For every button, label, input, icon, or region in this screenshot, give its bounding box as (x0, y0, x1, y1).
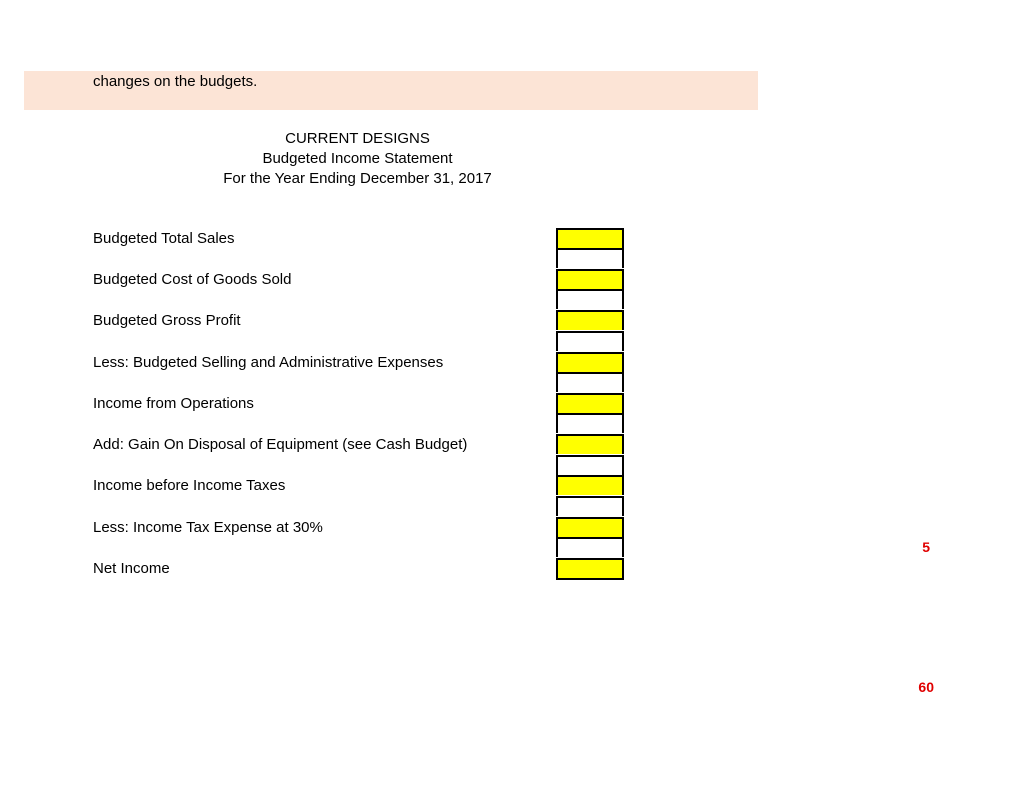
company-name: CURRENT DESIGNS (285, 130, 430, 147)
statement-title: Budgeted Income Statement (262, 150, 453, 167)
input-income-before-taxes[interactable] (556, 475, 624, 495)
spacer-cell (556, 413, 624, 433)
instruction-banner (24, 71, 758, 110)
spacer-cell (556, 496, 624, 516)
spacer-cell (556, 537, 624, 557)
label-income-before-taxes: Income before Income Taxes (93, 477, 286, 494)
spacer-cell (556, 248, 624, 268)
input-selling-admin-expenses[interactable] (556, 352, 624, 372)
spacer-cell (556, 289, 624, 309)
label-income-tax-expense: Less: Income Tax Expense at 30% (93, 519, 323, 536)
points-total: 60 (918, 679, 934, 695)
input-gross-profit[interactable] (556, 310, 624, 330)
spacer-cell (556, 372, 624, 392)
banner-text: changes on the budgets. (93, 73, 258, 90)
input-cost-of-goods-sold[interactable] (556, 269, 624, 289)
label-gain-on-disposal: Add: Gain On Disposal of Equipment (see Cash Budget) (93, 436, 468, 453)
input-income-tax-expense[interactable] (556, 517, 624, 537)
input-net-income[interactable] (556, 558, 624, 580)
input-gain-on-disposal[interactable] (556, 434, 624, 454)
label-cost-of-goods-sold: Budgeted Cost of Goods Sold (93, 271, 292, 288)
label-total-sales: Budgeted Total Sales (93, 230, 235, 247)
label-income-from-operations: Income from Operations (93, 395, 254, 412)
label-net-income: Net Income (93, 560, 170, 577)
points-value: 5 (922, 539, 930, 555)
input-total-sales[interactable] (556, 228, 624, 248)
spacer-cell (556, 331, 624, 351)
label-selling-admin-expenses: Less: Budgeted Selling and Administrative Expenses (93, 354, 444, 371)
label-gross-profit: Budgeted Gross Profit (93, 312, 241, 329)
spacer-cell (556, 455, 624, 475)
input-income-from-operations[interactable] (556, 393, 624, 413)
statement-period: For the Year Ending December 31, 2017 (223, 170, 492, 187)
